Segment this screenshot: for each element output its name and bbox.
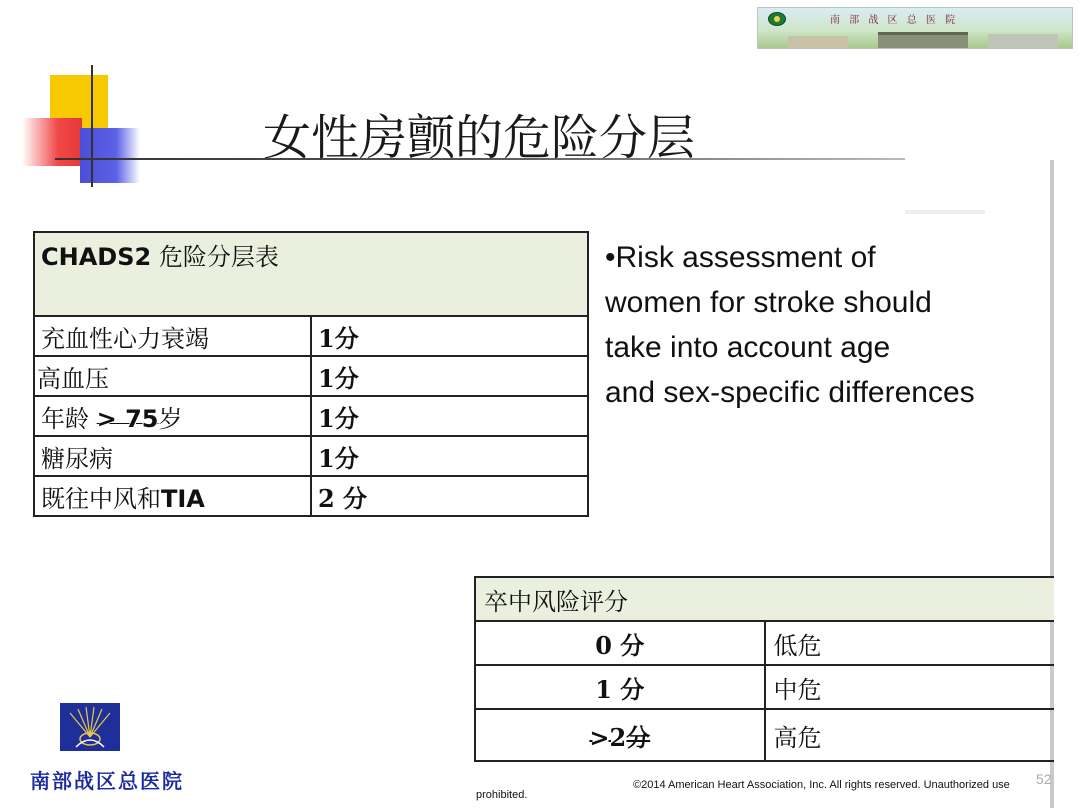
table-row	[34, 396, 588, 436]
chads2-label	[34, 476, 311, 516]
page-title: 女性房颤的危险分层	[263, 110, 696, 166]
chads2-score: 1分	[311, 436, 588, 476]
stroke-risk-table	[474, 576, 1054, 762]
hospital-seal-icon	[768, 12, 786, 26]
chads2-label: 充血性心力衰竭	[34, 316, 311, 356]
chads2-label-bold: TIA	[161, 484, 205, 513]
chads2-label-prefix: 年龄	[41, 404, 97, 433]
chads2-label-suffix: 岁	[158, 404, 183, 433]
chads2-label-bold: > 75	[96, 404, 159, 433]
chads2-score: 1分	[311, 356, 588, 396]
table-row	[475, 709, 1054, 761]
page-number: 52	[1036, 771, 1052, 787]
chads2-label	[34, 396, 311, 436]
bullet-line: take into account age	[605, 331, 891, 364]
stroke-score: 1 分	[475, 665, 765, 709]
table-row	[475, 665, 1054, 709]
banner-building-right	[988, 34, 1058, 48]
chads2-score: 1分	[311, 316, 588, 356]
footer-hospital-name: 南部战区总医院	[30, 769, 184, 793]
chads2-label: 高血压	[34, 356, 311, 396]
chads2-header-bold: CHADS2	[41, 243, 152, 271]
stroke-risk: 高危	[765, 709, 1055, 761]
bullet-line: and sex-specific differences	[605, 376, 975, 409]
stroke-score: >2分	[475, 709, 765, 761]
banner-building-center	[878, 32, 968, 49]
decor-smudge	[905, 210, 985, 214]
banner-hospital-name: 南 部 战 区 总 医 院	[830, 15, 959, 26]
table-row	[34, 316, 588, 356]
bullet-line: •Risk assessment of	[605, 241, 876, 274]
stroke-table-header: 卒中风险评分	[475, 577, 1054, 621]
chads2-label-prefix: 既往中风和	[41, 484, 161, 513]
stroke-score: 0 分	[475, 621, 765, 665]
chads2-score: 1分	[311, 396, 588, 436]
copyright-prohibited: prohibited.	[476, 789, 528, 801]
banner-building-left	[788, 36, 848, 48]
chads2-header-text: 危险分层表	[151, 243, 279, 271]
bullet-line: women for stroke should	[605, 286, 932, 319]
table-row	[475, 621, 1054, 665]
copyright-text: ©2014 American Heart Association, Inc. All rights reserved. Unauthorized use	[633, 779, 1010, 791]
table-row	[34, 476, 588, 516]
hospital-logo-icon	[60, 703, 120, 751]
decor-blue-square	[80, 128, 140, 183]
table-row	[34, 436, 588, 476]
chads2-table-header	[34, 232, 588, 316]
risk-bullet-text	[605, 235, 1045, 415]
table-row	[34, 356, 588, 396]
stroke-risk: 低危	[765, 621, 1055, 665]
decor-vertical-line	[91, 65, 93, 187]
chads2-score: 2 分	[311, 476, 588, 516]
stroke-risk: 中危	[765, 665, 1055, 709]
hospital-banner	[757, 7, 1073, 49]
chads2-label: 糖尿病	[34, 436, 311, 476]
chads2-table	[33, 231, 589, 517]
